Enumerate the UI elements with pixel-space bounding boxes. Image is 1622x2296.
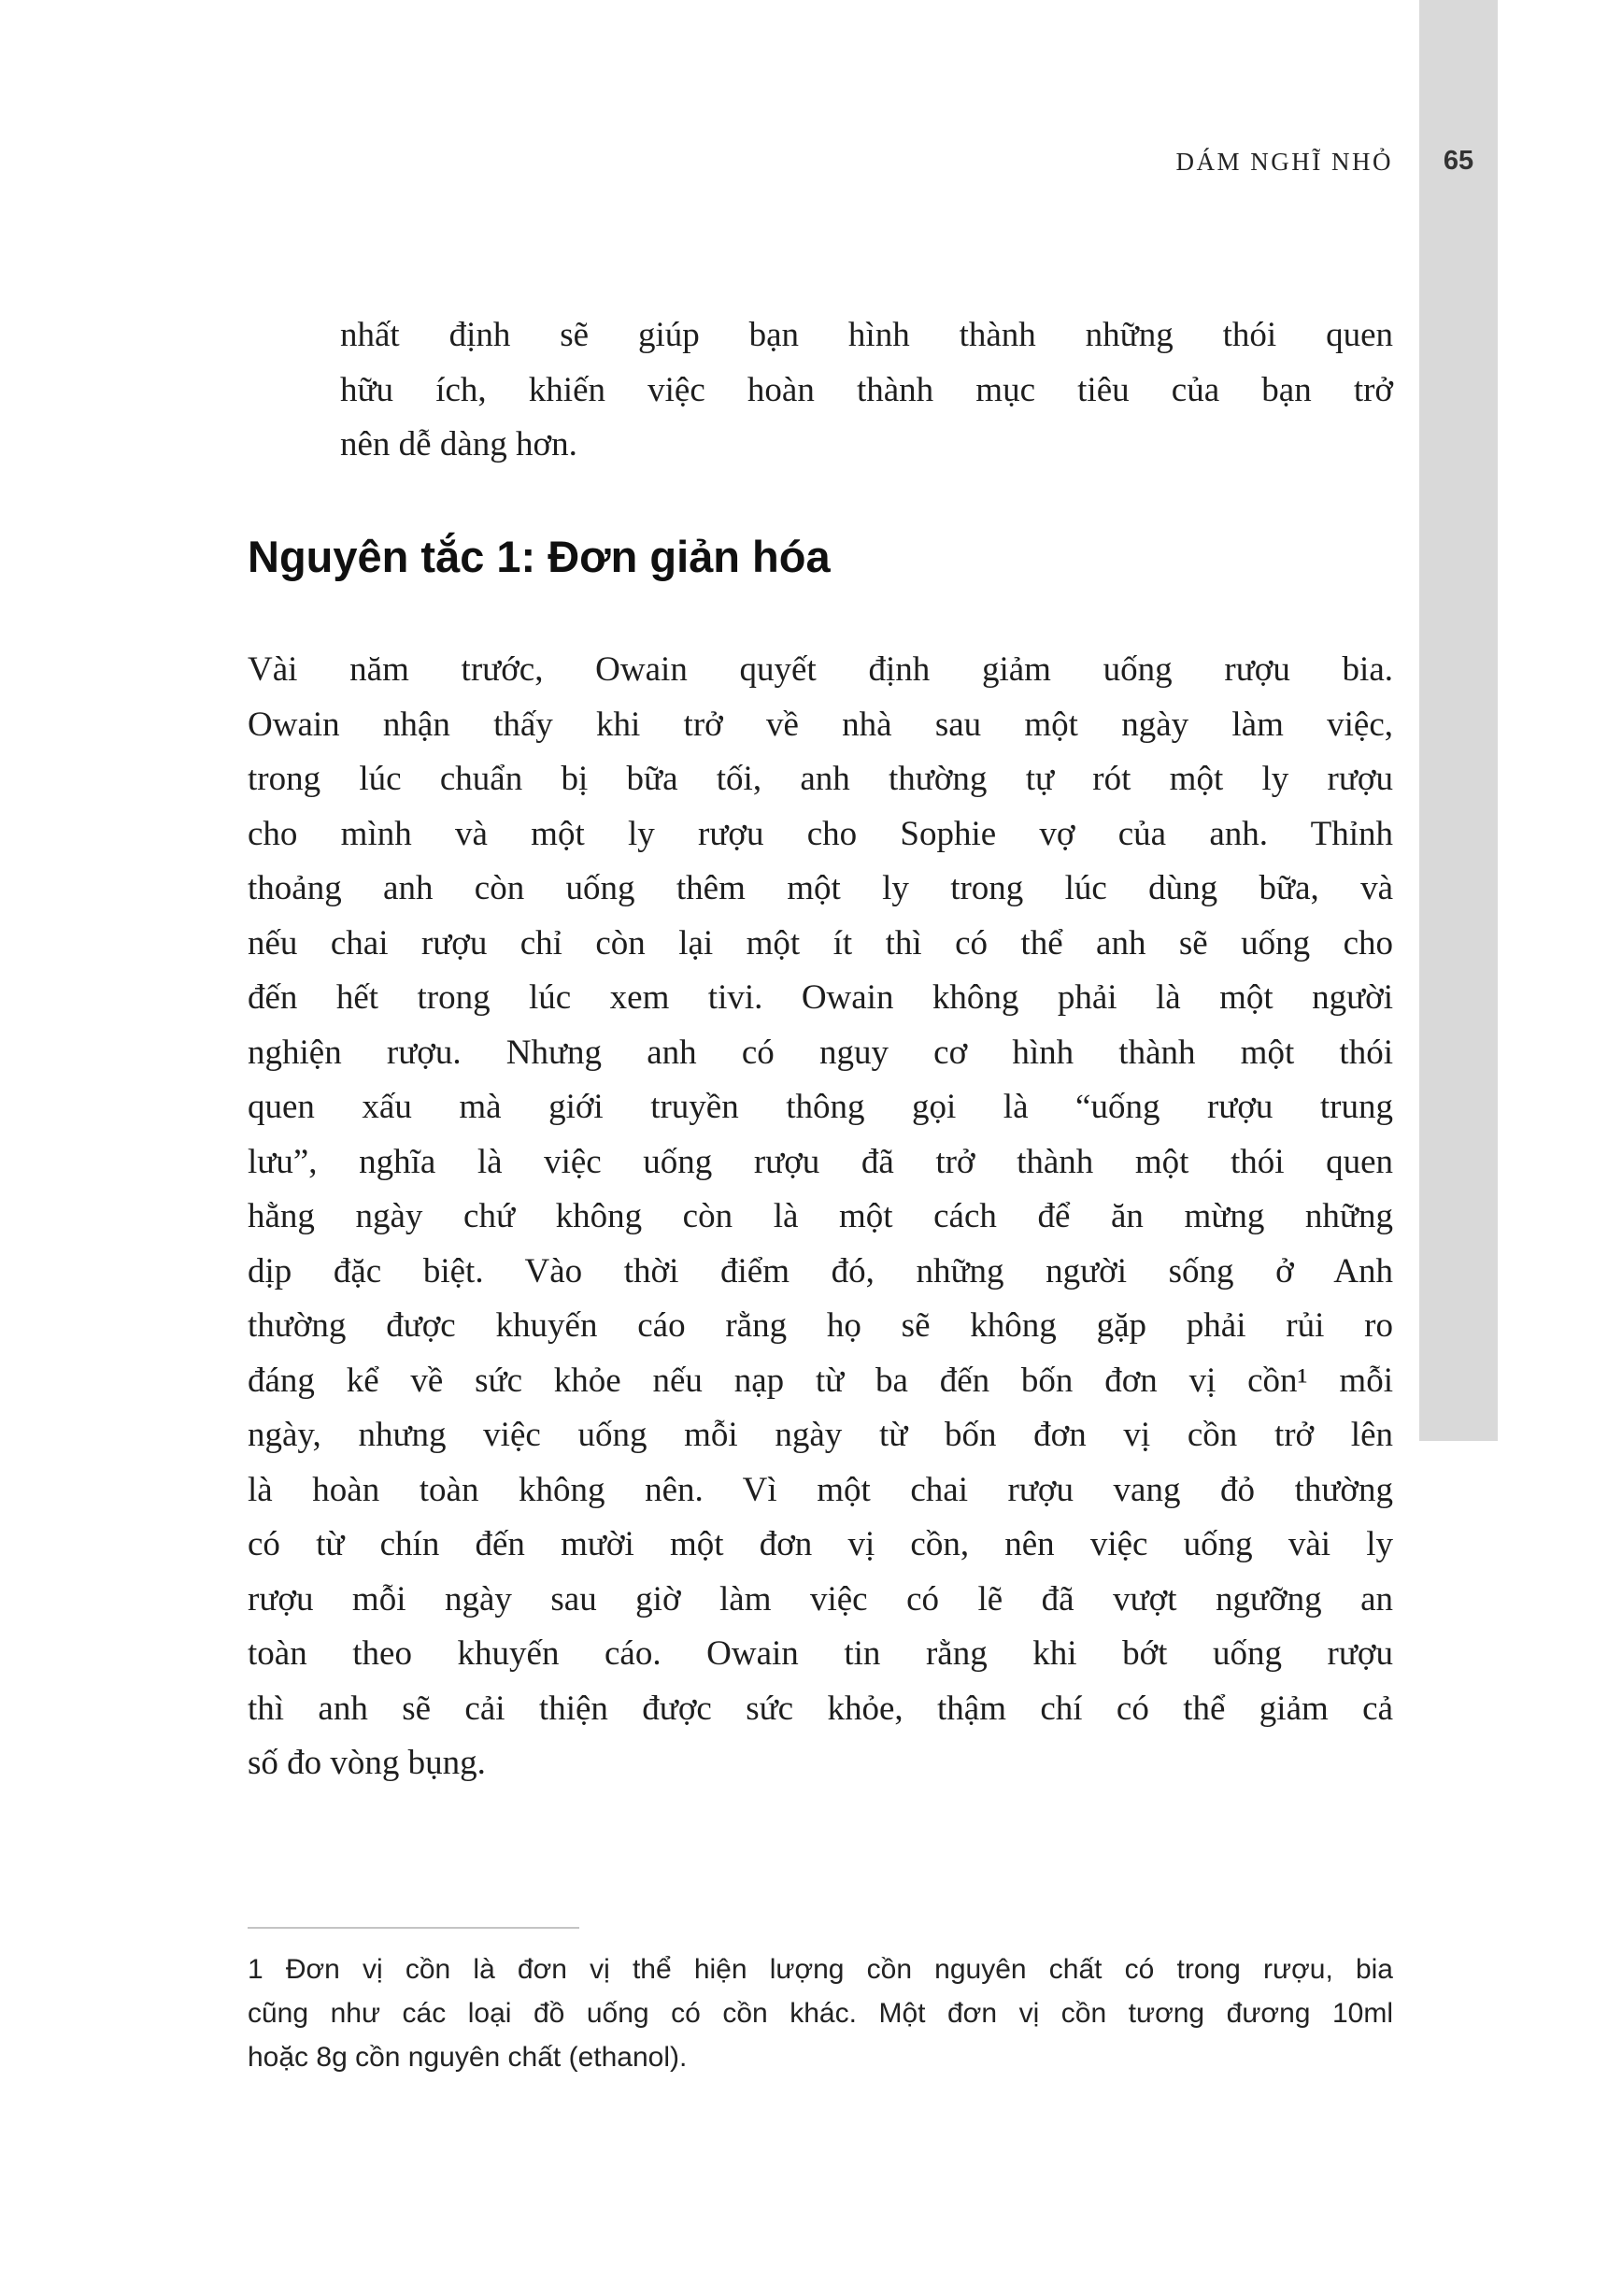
text-line: cũng như các loại đồ uống có cồn khác. Một đơn vị cồn tương đương 10ml [248, 1998, 1393, 2029]
text-line: có từ chín đến mười một đơn vị cồn, nên việc uống vài ly [248, 1525, 1393, 1563]
text-line: đáng kể về sức khỏe nếu nạp từ ba đến bốn đơn vị cồn¹ mỗi [248, 1361, 1393, 1400]
text-line: ngày, nhưng việc uống mỗi ngày từ bốn đơn vị cồn trở lên [248, 1416, 1393, 1454]
text-line: là hoàn toàn không nên. Vì một chai rượu vang đỏ thường [248, 1470, 1393, 1509]
text-line: lưu”, nghĩa là việc uống rượu đã trở thành một thói quen [248, 1142, 1393, 1181]
text-line: rượu mỗi ngày sau giờ làm việc có lẽ đã vượt ngưỡng an [248, 1579, 1393, 1619]
text-line: 1 Đơn vị cồn là đơn vị thể hiện lượng cồn nguyên chất có trong rượu, bia [248, 1954, 1393, 1985]
text-line: Vài năm trước, Owain quyết định giảm uống rượu bia. [248, 650, 1393, 689]
page-edge-bar [1419, 0, 1498, 1441]
text-line: quen xấu mà giới truyền thông gọi là “uống rượu trung [248, 1088, 1393, 1126]
text-line: nếu chai rượu chỉ còn lại một ít thì có thể anh sẽ uống cho [248, 923, 1393, 963]
text-line: nên dễ dàng hơn. [340, 425, 577, 463]
text-line: hoặc 8g cồn nguyên chất (ethanol). [248, 2042, 688, 2073]
body-paragraph [248, 643, 1393, 1791]
text-line: nhất định sẽ giúp bạn hình thành những thói quen [340, 316, 1393, 354]
footnote-divider [248, 1927, 579, 1929]
text-line: trong lúc chuẩn bị bữa tối, anh thường tự rót một ly rượu [248, 760, 1393, 798]
text-line: hữu ích, khiến việc hoàn thành mục tiêu của bạn trở [340, 370, 1393, 409]
page-number: 65 [1443, 146, 1474, 176]
text-line: Owain nhận thấy khi trở về nhà sau một ngày làm việc, [248, 705, 1393, 744]
text-line: toàn theo khuyến cáo. Owain tin rằng khi bớt uống rượu [248, 1634, 1393, 1673]
footnote [248, 1947, 1393, 2079]
opening-paragraph [340, 308, 1393, 473]
text-line: thì anh sẽ cải thiện được sức khỏe, thậm chí có thể giảm cả [248, 1689, 1393, 1728]
text-line: thường được khuyến cáo rằng họ sẽ không gặp phải rủi ro [248, 1306, 1393, 1345]
text-line: số đo vòng bụng. [248, 1744, 486, 1782]
text-line: cho mình và một ly rượu cho Sophie vợ của anh. Thỉnh [248, 814, 1393, 853]
section-heading: Nguyên tắc 1: Đơn giản hóa [248, 532, 831, 581]
text-line: hằng ngày chứ không còn là một cách để ăn mừng những [248, 1197, 1393, 1235]
text-line: nghiện rượu. Nhưng anh có nguy cơ hình thành một thói [248, 1033, 1393, 1072]
text-line: thoảng anh còn uống thêm một ly trong lúc dùng bữa, và [248, 869, 1393, 907]
text-line: đến hết trong lúc xem tivi. Owain không phải là một người [248, 978, 1393, 1017]
running-header-title: DÁM NGHĨ NHỎ [1175, 148, 1393, 176]
text-line: dịp đặc biệt. Vào thời điểm đó, những người sống ở Anh [248, 1251, 1393, 1291]
